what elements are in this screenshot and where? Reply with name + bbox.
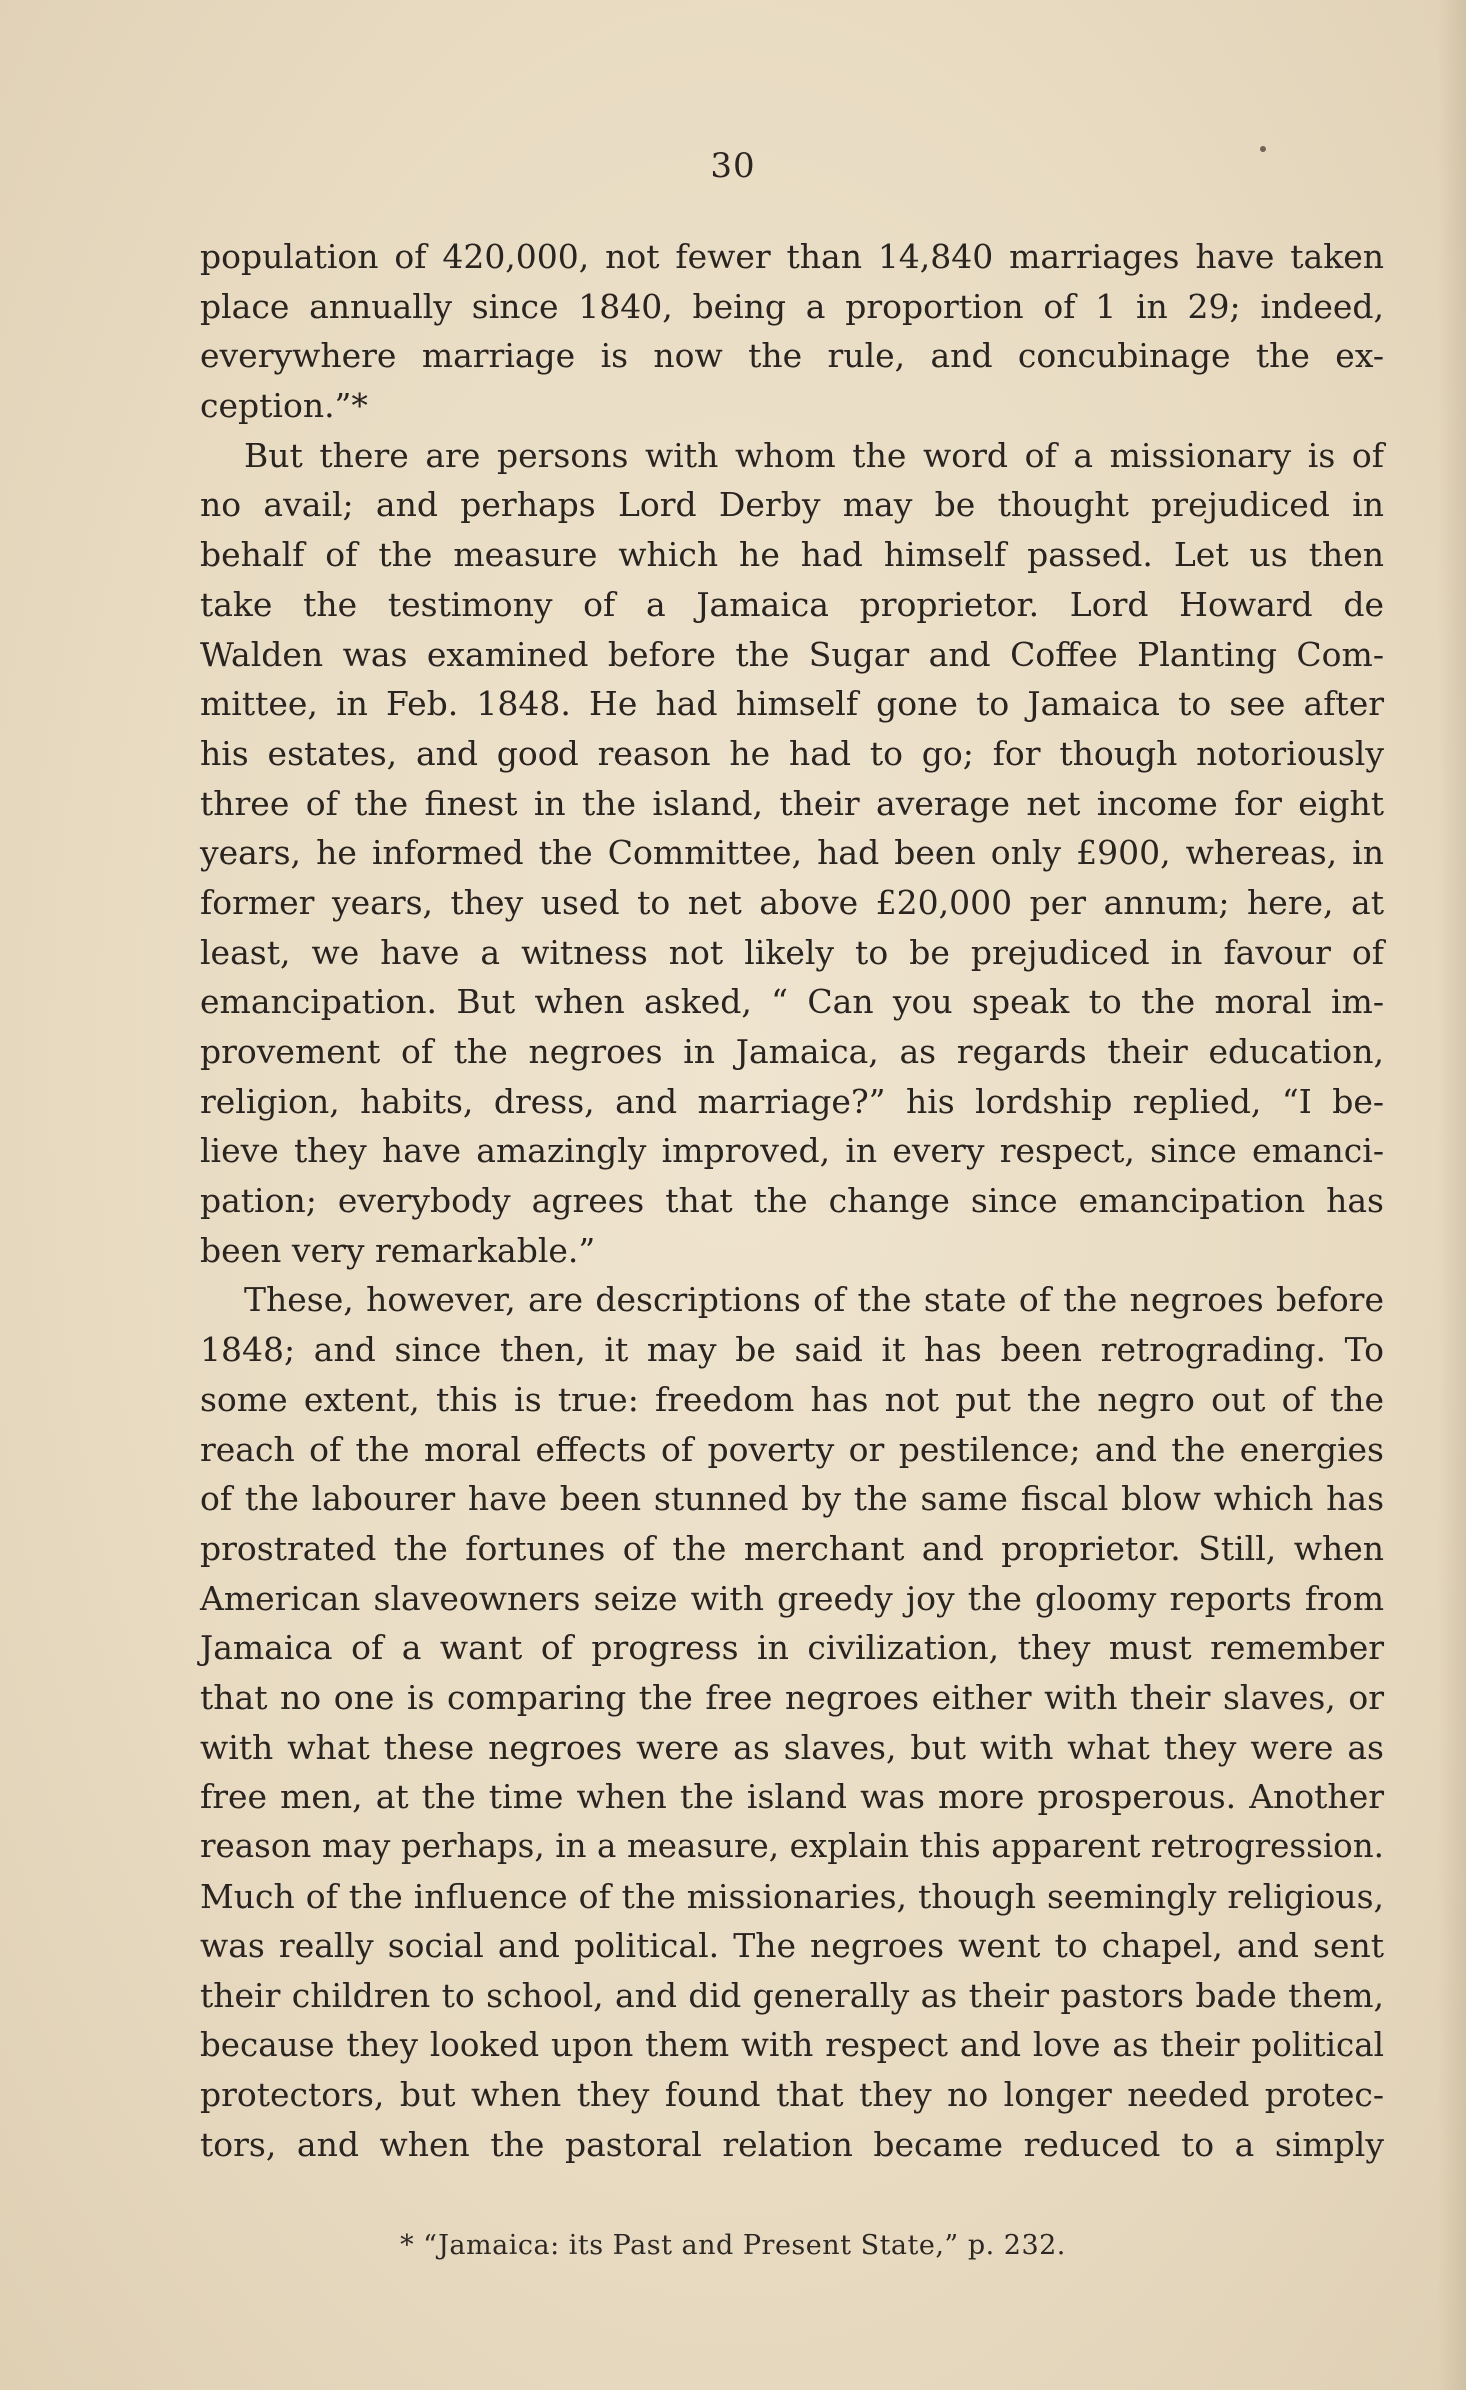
text-line: behalf of the measure which he had himself passed. Let us then [200,535,1384,575]
text-line: mittee, in Feb. 1848. He had himself gone to Jamaica to see after [200,684,1384,724]
text-line: religion, habits, dress, and marriage?” his lordship replied, “I be- [200,1081,1384,1121]
ink-speck [1260,146,1266,152]
text-line: American slaveowners seize with greedy joy the gloomy reports from [200,1578,1384,1618]
text-line: tors, and when the pastoral relation became reduced to a simply [200,2125,1384,2165]
text-line: former years, they used to net above £20,000 per annum; here, at [200,882,1384,922]
text-line: some extent, this is true: freedom has not put the negro out of the [200,1379,1384,1419]
text-line: Walden was examined before the Sugar and Coffee Planting Com- [200,634,1384,674]
text-line: pation; everybody agrees that the change since emancipation has [200,1181,1384,1221]
text-line: everywhere marriage is now the rule, and concubinage the ex- [200,336,1384,376]
text-line: reason may perhaps, in a measure, explain this apparent retrogression. [200,1827,1384,1865]
text-line: Much of the influence of the missionaries, though seemingly religious, [200,1876,1384,1916]
text-line: reach of the moral effects of poverty or pestilence; and the energies [200,1429,1384,1469]
text-line: lieve they have amazingly improved, in every respect, since emanci- [200,1131,1384,1171]
text-line: These, however, are descriptions of the state of the negroes before [244,1280,1384,1320]
page-number: 30 [710,146,756,186]
text-line: was really social and political. The negroes went to chapel, and sent [200,1926,1384,1966]
text-line: 1848; and since then, it may be said it has been retrograding. To [200,1330,1384,1370]
text-line: his estates, and good reason he had to go; for though notoriously [200,733,1384,773]
text-line: of the labourer have been stunned by the same fiscal blow which has [200,1479,1384,1519]
page-edge-shadow [1438,0,1466,2390]
text-line: years, he informed the Committee, had been only £900, whereas, in [200,833,1384,873]
text-line: free men, at the time when the island was more prosperous. Another [200,1777,1384,1817]
text-line: least, we have a witness not likely to be prejudiced in favour of [200,932,1384,972]
text-line: place annually since 1840, being a proportion of 1 in 29; indeed, [200,286,1384,326]
text-line: protectors, but when they found that they no longer needed protec- [200,2075,1384,2115]
text-line: that no one is comparing the free negroes either with their slaves, or [200,1677,1384,1717]
text-line: with what these negroes were as slaves, but with what they were as [200,1727,1384,1767]
text-line: provement of the negroes in Jamaica, as regards their education, [200,1032,1384,1071]
body-text [200,232,1384,2170]
text-line: ception.”* [200,386,368,426]
text-line: Jamaica of a want of progress in civilization, they must remember [200,1628,1384,1668]
text-line: take the testimony of a Jamaica proprietor. Lord Howard de [200,584,1384,624]
text-line: population of 420,000, not fewer than 14,840 marriages have taken [200,237,1384,276]
text-line: emancipation. But when asked, “ Can you speak to the moral im- [200,982,1384,1022]
text-line: no avail; and perhaps Lord Derby may be thought prejudiced in [200,485,1384,525]
text-line: because they looked upon them with respect and love as their political [200,2025,1384,2064]
text-line: their children to school, and did generally as their pastors bade them, [200,1976,1384,2016]
footnote: * “Jamaica: its Past and Present State,” p. 232. [400,2230,1066,2261]
text-line: prostrated the fortunes of the merchant and proprietor. Still, when [200,1528,1384,1568]
text-line: three of the finest in the island, their average net income for eight [200,783,1384,823]
text-line: been very remarkable.” [200,1230,596,1270]
text-line: But there are persons with whom the word of a missionary is of [244,435,1384,475]
